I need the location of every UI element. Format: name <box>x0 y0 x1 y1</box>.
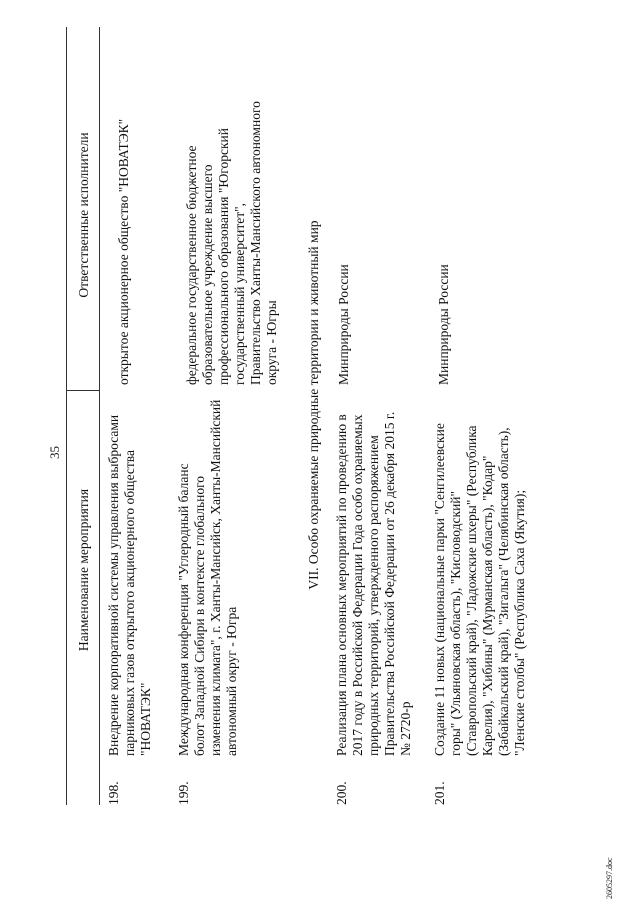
row-number: 198. <box>106 781 121 805</box>
row-executors: федеральное государственное бюджетное образовательное учреждение высшего профессионального образования "Югорский государственный университет", Правительство Ханты-Мансийского автономного округа - Югры <box>184 101 279 385</box>
table-top-rule <box>66 27 67 805</box>
header-executors: Ответственные исполнители <box>76 132 91 298</box>
document-id: 2605297.doc <box>605 857 614 899</box>
header-bottom-rule <box>99 27 100 805</box>
row-name: Внедрение корпоративной системы управления выбросами парниковых газов открытого акционерного общества "НОВАТЭК" <box>106 414 153 756</box>
row-number: 201. <box>432 781 447 805</box>
page-number: 35 <box>47 446 62 459</box>
section-title: VII. Особо охраняемые природные территории и животный мир <box>306 220 321 590</box>
row-number: 200. <box>334 781 349 805</box>
row-executors: Минприроды России <box>436 264 451 385</box>
row-name: Создание 11 новых (национальные парки "Сенгилеевские горы" (Ульяновская область), "Кисловодский" (Ставропольский край), "Ладожские шхеры" (Республика Карелия), "Хибины" (Мурманская область), "Кодар" (Забайкальский край), "Зигальга" (Челябинская область), "Ленские столбы" (Республика Саха (Якутия); <box>432 423 527 756</box>
header-name: Наименование мероприятия <box>76 488 91 652</box>
row-executors: Минприроды России <box>336 264 351 385</box>
row-name: Международная конференция "Углеродный баланс болот Западной Сибири в контексте глобального изменения климата", г. Ханты-Мансийск, Ханты-Мансийский автономный округ - Югра <box>176 399 239 756</box>
row-number: 199. <box>176 781 191 805</box>
row-executors: открытое акционерное общество "НОВАТЭК" <box>116 118 131 385</box>
row-name: Реализация плана основных мероприятий по проведению в 2017 году в Российской Федерации Года особо охраняемых природных территорий, утвержденного распоряжением Правительства Российской Федерации от 26 декабря 2015 г. № 2720-р <box>334 411 413 756</box>
header-column-divider <box>66 390 99 391</box>
